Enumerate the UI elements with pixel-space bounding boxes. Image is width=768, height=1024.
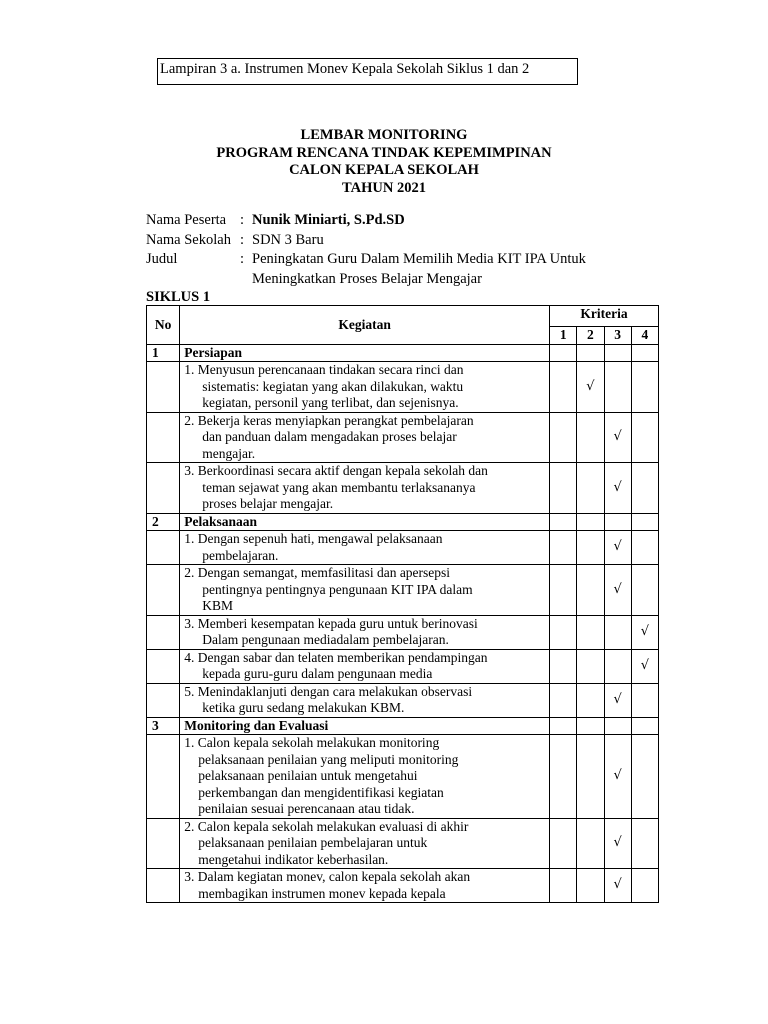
activity-text-line: 3. Dalam kegiatan monev, calon kepala sekolah akan bbox=[184, 869, 471, 884]
kriteria-cell-2 bbox=[577, 869, 604, 903]
check-mark-icon: √ bbox=[613, 429, 622, 444]
participant-info bbox=[146, 211, 666, 289]
activity-row bbox=[147, 615, 659, 649]
kriteria-cell bbox=[577, 717, 604, 735]
check-mark-icon: √ bbox=[613, 479, 622, 495]
title-label: Judul bbox=[146, 251, 178, 267]
kriteria-cell-3 bbox=[604, 735, 631, 819]
activity-text-line: mengajar. bbox=[202, 445, 256, 461]
section-number: 1 bbox=[147, 344, 180, 362]
title-line-1: LEMBAR MONITORING bbox=[300, 127, 468, 143]
kriteria-cell bbox=[550, 717, 577, 735]
activity-description bbox=[180, 615, 550, 649]
kriteria-cell-3 bbox=[604, 683, 631, 717]
cycle-heading: SIKLUS 1 bbox=[146, 289, 211, 305]
kriteria-cell-4 bbox=[631, 683, 658, 717]
kriteria-cell-1 bbox=[550, 412, 577, 463]
activity-text-line: membagikan instrumen monev kepada kepala bbox=[198, 885, 446, 901]
kriteria-cell bbox=[604, 513, 631, 531]
activity-text-line: Dalam pengunaan mediadalam pembelajaran. bbox=[202, 632, 449, 647]
kriteria-cell-3 bbox=[604, 463, 631, 514]
activity-description bbox=[180, 531, 550, 565]
activity-description bbox=[180, 818, 550, 869]
kriteria-level-2: 2 bbox=[577, 327, 604, 345]
activity-text-line: pelaksanaan penilaian untuk mengetahui bbox=[198, 768, 418, 783]
kriteria-cell bbox=[577, 513, 604, 531]
activity-number-cell bbox=[147, 818, 180, 869]
kriteria-cell-2 bbox=[577, 683, 604, 717]
monitoring-table bbox=[146, 305, 659, 903]
kriteria-cell-4 bbox=[631, 735, 658, 819]
kriteria-cell-2 bbox=[577, 565, 604, 616]
title-value-line-2: Meningkatkan Proses Belajar Mengajar bbox=[252, 270, 482, 287]
kriteria-cell-2 bbox=[577, 531, 604, 565]
kriteria-cell bbox=[577, 344, 604, 362]
participant-name-label: Nama Peserta bbox=[146, 212, 227, 228]
kriteria-cell bbox=[604, 717, 631, 735]
activity-text-line: proses belajar mengajar. bbox=[202, 496, 334, 511]
kriteria-cell-4 bbox=[631, 649, 658, 683]
kriteria-cell-3 bbox=[604, 362, 631, 413]
kriteria-cell-4 bbox=[631, 531, 658, 565]
kriteria-cell-3 bbox=[604, 869, 631, 903]
kriteria-cell-1 bbox=[550, 362, 577, 413]
activity-row bbox=[147, 683, 659, 717]
activity-row bbox=[147, 565, 659, 616]
kriteria-cell-3 bbox=[604, 531, 631, 565]
kriteria-cell-4 bbox=[631, 463, 658, 514]
title-line-2: PROGRAM RENCANA TINDAK KEPEMIMPINAN bbox=[216, 144, 552, 161]
activity-text-line: ketika guru sedang melakukan KBM. bbox=[202, 700, 405, 715]
activity-text-line: mengetahui indikator keberhasilan. bbox=[198, 851, 389, 867]
check-mark-icon: √ bbox=[613, 581, 622, 597]
activity-text-line: sistematis: kegiatan yang akan dilakukan, waktu bbox=[202, 378, 464, 394]
activity-description bbox=[180, 412, 550, 463]
kriteria-cell-4 bbox=[631, 615, 658, 649]
kriteria-cell-3 bbox=[604, 649, 631, 683]
column-header-kriteria: Kriteria bbox=[550, 306, 659, 327]
section-title: Persiapan bbox=[180, 344, 550, 362]
activity-number-cell bbox=[147, 362, 180, 413]
activity-row bbox=[147, 463, 659, 514]
kriteria-cell-1 bbox=[550, 615, 577, 649]
activity-description bbox=[180, 735, 550, 819]
kriteria-cell-3 bbox=[604, 565, 631, 616]
check-mark-icon: √ bbox=[613, 877, 622, 893]
activity-row bbox=[147, 362, 659, 413]
activity-text-line: pelaksanaan penilaian pembelajaran untuk bbox=[198, 835, 428, 850]
check-mark-icon: √ bbox=[640, 623, 649, 639]
kriteria-cell-1 bbox=[550, 818, 577, 869]
activity-row bbox=[147, 649, 659, 683]
activity-description bbox=[180, 362, 550, 413]
colon: : bbox=[240, 212, 245, 228]
kriteria-cell-4 bbox=[631, 869, 658, 903]
section-number: 3 bbox=[147, 717, 180, 735]
section-title: Monitoring dan Evaluasi bbox=[180, 717, 550, 735]
activity-text-line: 1. Calon kepala sekolah melakukan monitoring bbox=[184, 735, 440, 750]
document-title bbox=[0, 127, 768, 197]
kriteria-cell bbox=[604, 344, 631, 362]
title-line-3: CALON KEPALA SEKOLAH bbox=[289, 162, 479, 178]
activity-number-cell bbox=[147, 531, 180, 565]
activity-text-line: 3. Memberi kesempatan kepada guru untuk berinovasi bbox=[184, 615, 478, 631]
activity-text-line: dan panduan dalam mengadakan proses belajar bbox=[202, 429, 457, 444]
activity-number-cell bbox=[147, 683, 180, 717]
activity-text-line: kegiatan, personil yang terlibat, dan sejenisnya. bbox=[202, 395, 459, 410]
activity-text-line: KBM bbox=[202, 598, 234, 613]
kriteria-cell-3 bbox=[604, 615, 631, 649]
school-name-row bbox=[146, 231, 666, 251]
kriteria-cell-1 bbox=[550, 565, 577, 616]
kriteria-cell-4 bbox=[631, 565, 658, 616]
activity-text-line: 4. Dengan sabar dan telaten memberikan pendampingan bbox=[184, 649, 488, 665]
check-mark-icon: √ bbox=[613, 768, 622, 783]
column-header-kegiatan: Kegiatan bbox=[180, 306, 550, 345]
kriteria-cell-3 bbox=[604, 412, 631, 463]
school-name-value: SDN 3 Baru bbox=[252, 231, 324, 248]
activity-row bbox=[147, 735, 659, 819]
kriteria-cell-2 bbox=[577, 818, 604, 869]
kriteria-cell bbox=[631, 513, 658, 531]
school-name-label: Nama Sekolah bbox=[146, 231, 231, 248]
activity-text-line: 2. Calon kepala sekolah melakukan evaluasi di akhir bbox=[184, 818, 469, 834]
kriteria-cell-4 bbox=[631, 818, 658, 869]
activity-row bbox=[147, 412, 659, 463]
activity-text-line: 5. Menindaklanjuti dengan cara melakukan observasi bbox=[184, 683, 473, 699]
kriteria-cell-2 bbox=[577, 463, 604, 514]
kriteria-cell-2 bbox=[577, 615, 604, 649]
activity-text-line: kepada guru-guru dalam pengunaan media bbox=[202, 666, 433, 681]
activity-text-line: teman sejawat yang akan membantu terlaksananya bbox=[202, 479, 476, 495]
title-line-4: TAHUN 2021 bbox=[342, 179, 426, 196]
kriteria-cell-2 bbox=[577, 412, 604, 463]
activity-text-line: perkembangan dan mengidentifikasi kegiatan bbox=[198, 784, 444, 800]
kriteria-cell-1 bbox=[550, 683, 577, 717]
kriteria-cell-1 bbox=[550, 463, 577, 514]
activity-row bbox=[147, 818, 659, 869]
kriteria-cell bbox=[631, 717, 658, 735]
check-mark-icon: √ bbox=[613, 835, 622, 850]
activity-number-cell bbox=[147, 615, 180, 649]
kriteria-level-1: 1 bbox=[550, 327, 577, 345]
kriteria-cell-1 bbox=[550, 649, 577, 683]
activity-row bbox=[147, 531, 659, 565]
kriteria-cell bbox=[550, 513, 577, 531]
kriteria-cell-2 bbox=[577, 362, 604, 413]
activity-text-line: 1. Dengan sepenuh hati, mengawal pelaksanaan bbox=[184, 531, 443, 546]
kriteria-cell-2 bbox=[577, 649, 604, 683]
kriteria-cell-1 bbox=[550, 869, 577, 903]
kriteria-cell bbox=[631, 344, 658, 362]
activity-description bbox=[180, 869, 550, 903]
colon: : bbox=[240, 231, 245, 248]
title-value-line-1: Peningkatan Guru Dalam Memilih Media KIT IPA Untuk bbox=[252, 251, 586, 267]
kriteria-cell-1 bbox=[550, 735, 577, 819]
activity-description bbox=[180, 683, 550, 717]
activity-number-cell bbox=[147, 463, 180, 514]
activity-description bbox=[180, 565, 550, 616]
title-row bbox=[146, 250, 666, 270]
kriteria-cell-4 bbox=[631, 362, 658, 413]
activity-text-line: 3. Berkoordinasi secara aktif dengan kepala sekolah dan bbox=[184, 463, 488, 478]
section-row bbox=[147, 513, 659, 531]
activity-number-cell bbox=[147, 869, 180, 903]
check-mark-icon: √ bbox=[613, 691, 622, 707]
activity-number-cell bbox=[147, 735, 180, 819]
activity-description bbox=[180, 649, 550, 683]
check-mark-icon: √ bbox=[586, 378, 595, 394]
kriteria-cell-2 bbox=[577, 735, 604, 819]
activity-text-line: 1. Menyusun perencanaan tindakan secara rinci dan bbox=[184, 362, 464, 377]
monitoring-table-body bbox=[147, 344, 659, 903]
activity-text-line: 2. Bekerja keras menyiapkan perangkat pembelajaran bbox=[184, 412, 474, 428]
check-mark-icon: √ bbox=[613, 539, 622, 555]
kriteria-cell-3 bbox=[604, 818, 631, 869]
kriteria-level-4: 4 bbox=[631, 327, 658, 345]
participant-name-value: Nunik Miniarti, S.Pd.SD bbox=[252, 212, 405, 228]
section-row bbox=[147, 717, 659, 735]
kriteria-cell bbox=[550, 344, 577, 362]
activity-text-line: pembelajaran. bbox=[202, 547, 279, 563]
section-number: 2 bbox=[147, 513, 180, 531]
section-row bbox=[147, 344, 659, 362]
kriteria-cell-4 bbox=[631, 412, 658, 463]
activity-text-line: pelaksanaan penilaian yang meliputi monitoring bbox=[198, 751, 459, 767]
attachment-label: Lampiran 3 a. Instrumen Monev Kepala Sekolah Siklus 1 dan 2 bbox=[157, 58, 578, 85]
participant-name-row bbox=[146, 211, 666, 231]
colon: : bbox=[240, 251, 245, 267]
column-header-no: No bbox=[147, 306, 180, 345]
activity-text-line: 2. Dengan semangat, memfasilitasi dan apersepsi bbox=[184, 565, 451, 580]
section-title: Pelaksanaan bbox=[180, 513, 550, 531]
activity-text-line: pentingnya pentingnya pengunaan KIT IPA dalam bbox=[202, 581, 473, 597]
activity-number-cell bbox=[147, 412, 180, 463]
kriteria-level-3: 3 bbox=[604, 327, 631, 345]
title-row-continued bbox=[146, 270, 666, 290]
activity-description bbox=[180, 463, 550, 514]
check-mark-icon: √ bbox=[640, 657, 649, 673]
kriteria-cell-1 bbox=[550, 531, 577, 565]
activity-text-line: penilaian sesuai perencanaan atau tidak. bbox=[198, 801, 415, 816]
activity-number-cell bbox=[147, 649, 180, 683]
activity-number-cell bbox=[147, 565, 180, 616]
activity-row bbox=[147, 869, 659, 903]
